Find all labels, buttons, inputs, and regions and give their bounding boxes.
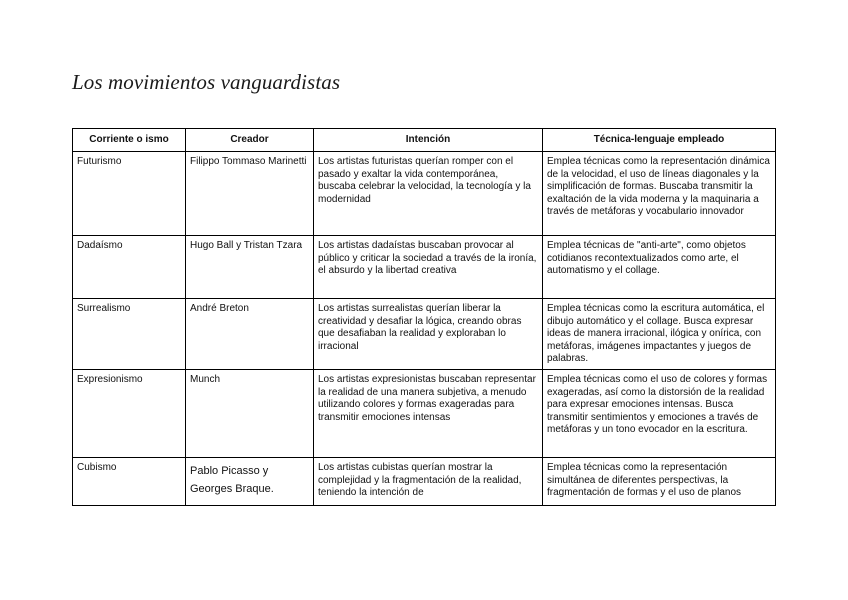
table-row <box>73 152 776 236</box>
table-row <box>73 299 776 370</box>
cell-corriente: Expresionismo <box>73 370 186 458</box>
table-row <box>73 236 776 299</box>
page-title: Los movimientos vanguardistas <box>72 70 341 94</box>
cell-intencion: Los artistas cubistas querían mostrar la complejidad y la fragmentación de la realidad, teniendo la intención de <box>314 458 543 506</box>
cell-creador: André Breton <box>186 299 314 370</box>
cell-corriente: Dadaísmo <box>73 236 186 299</box>
cell-tecnica: Emplea técnicas como la representación dinámica de la velocidad, el uso de líneas diagonales y la simplificación de formas. Buscaba transmitir la exaltación de la vida moderna y la maquinaria a través de metáforas y vocabulario innovador <box>543 152 776 236</box>
table-header-row <box>73 129 776 152</box>
cell-corriente: Surrealismo <box>73 299 186 370</box>
table-row <box>73 370 776 458</box>
cell-tecnica: Emplea técnicas como la representación simultánea de diferentes perspectivas, la fragmentación de formas y el uso de planos <box>543 458 776 506</box>
cell-tecnica: Emplea técnicas como la escritura automática, el dibujo automático y el collage. Busca expresar ideas de manera irracional, ilógica y onírica, con metáforas, imágenes impactantes y juegos de palabras. <box>543 299 776 370</box>
cell-creador: Pablo Picasso y Georges Braque. <box>186 458 314 506</box>
header-corriente: Corriente o ismo <box>73 129 186 152</box>
cell-intencion: Los artistas dadaístas buscaban provocar al público y criticar la sociedad a través de la ironía, el absurdo y la libertad creativa <box>314 236 543 299</box>
cell-corriente: Futurismo <box>73 152 186 236</box>
header-tecnica: Técnica-lenguaje empleado <box>543 129 776 152</box>
header-creador: Creador <box>186 129 314 152</box>
cell-tecnica: Emplea técnicas de "anti-arte", como objetos cotidianos recontextualizados como arte, el automatismo y el collage. <box>543 236 776 299</box>
cell-creador: Filippo Tommaso Marinetti <box>186 152 314 236</box>
cell-intencion: Los artistas surrealistas querían liberar la creatividad y desafiar la lógica, creando obras que desafiaban la realidad y exploraban lo irracional <box>314 299 543 370</box>
cell-creador: Hugo Ball y Tristan Tzara <box>186 236 314 299</box>
cell-intencion: Los artistas futuristas querían romper con el pasado y exaltar la vida contemporánea, buscaba celebrar la velocidad, la tecnología y la modernidad <box>314 152 543 236</box>
vanguard-movements-table <box>72 128 776 506</box>
cell-intencion: Los artistas expresionistas buscaban representar la realidad de una manera subjetiva, a menudo utilizando colores y formas exageradas para transmitir emociones intensas <box>314 370 543 458</box>
cell-tecnica: Emplea técnicas como el uso de colores y formas exageradas, así como la distorsión de la realidad para expresar emociones intensas. Busca transmitir sentimientos y emociones a través de metáforas y un tono evocador en la escritura. <box>543 370 776 458</box>
cell-creador: Munch <box>186 370 314 458</box>
cell-corriente: Cubismo <box>73 458 186 506</box>
table-row <box>73 458 776 506</box>
header-intencion: Intención <box>314 129 543 152</box>
